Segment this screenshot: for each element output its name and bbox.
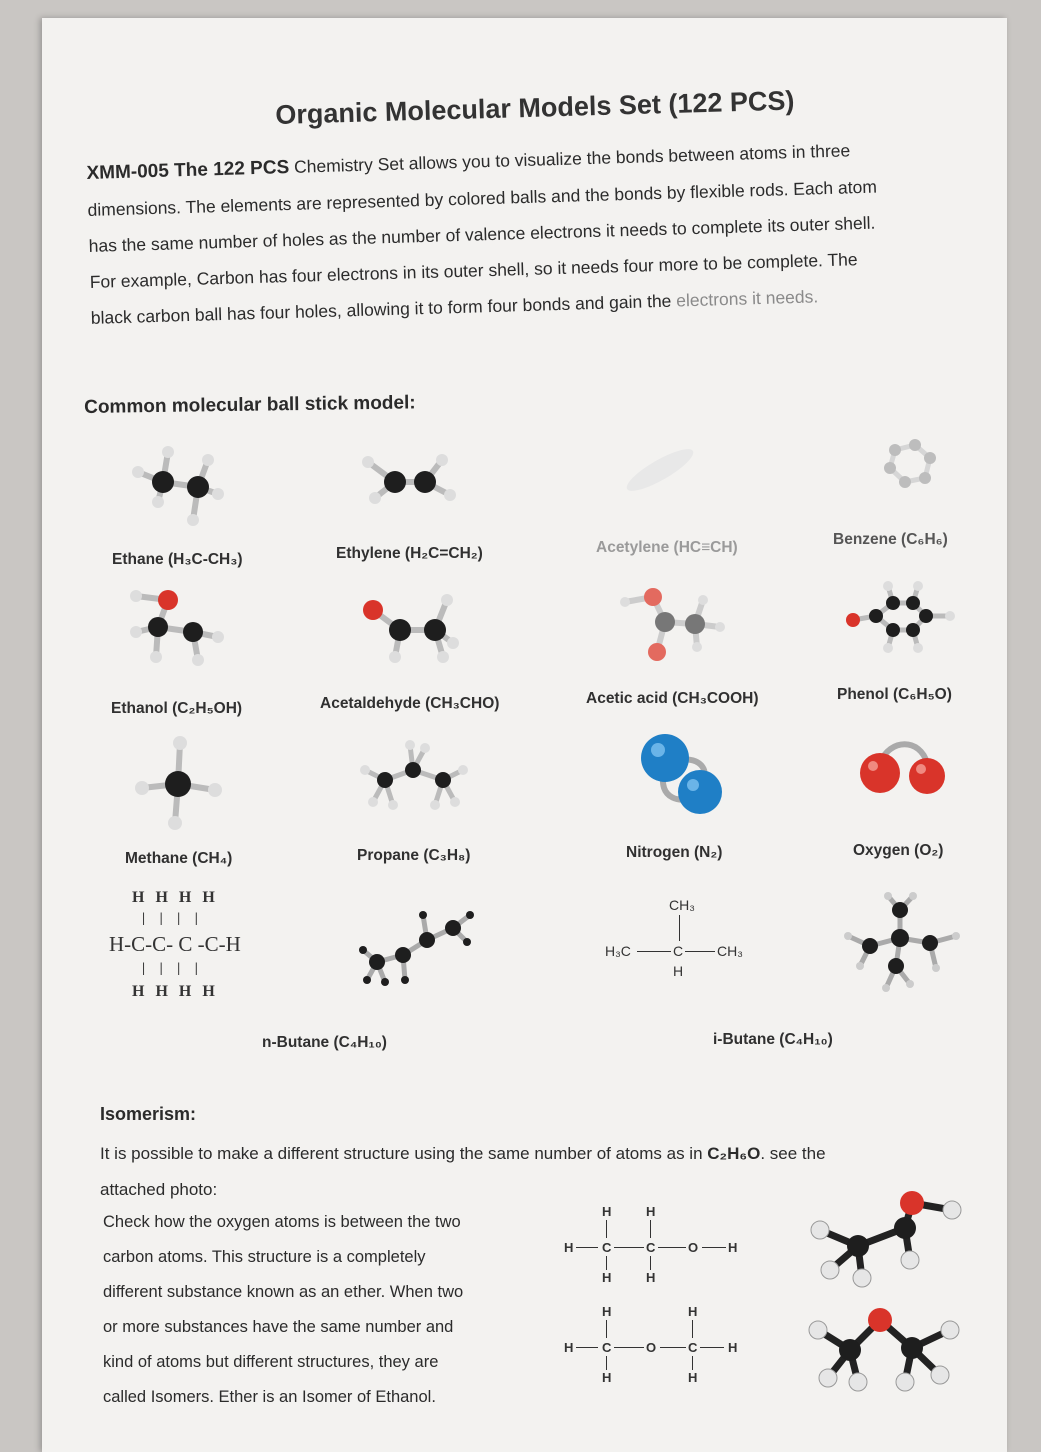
page-title: Organic Molecular Models Set (122 PCS)	[275, 85, 795, 130]
label-phenol: Phenol (C₆H₅O)	[837, 686, 952, 703]
i-butane-center-c: C	[673, 943, 684, 959]
intro-line-1-rest: Chemistry Set allows you to visualize the bonds between atoms in three	[288, 140, 851, 177]
ether-photo-model	[800, 1300, 970, 1400]
intro-line-4: For example, Carbon has four electrons in its outer shell, so it needs four more to be complete. The	[89, 249, 858, 292]
bond	[576, 1247, 598, 1248]
explanation-line: kind of atoms but different structures, they are	[103, 1353, 439, 1371]
isomerism-line-1-b: . see the	[760, 1144, 826, 1163]
bond	[606, 1320, 607, 1338]
propane-model	[355, 730, 475, 820]
intro-paragraph	[86, 128, 991, 336]
bond	[658, 1247, 686, 1248]
atom-c: C	[602, 1340, 612, 1355]
bond	[606, 1356, 607, 1370]
bond	[692, 1320, 693, 1338]
phenol-model	[838, 578, 968, 668]
label-acetic-acid: Acetic acid (CH₃COOH)	[586, 690, 759, 707]
i-butane-right-ch3: CH₃	[717, 943, 743, 959]
intro-lead: XMM-005 The 122 PCS	[86, 156, 290, 184]
bond	[692, 1356, 693, 1370]
n-butane-model	[355, 900, 480, 995]
bond	[606, 1256, 607, 1270]
ethanol-structural-formula	[560, 1200, 750, 1290]
i-butane-right-bond	[685, 951, 715, 952]
ethane-model	[118, 432, 238, 532]
explanation-line: or more substances have the same number and	[103, 1318, 454, 1336]
i-butane-h: H	[673, 963, 684, 979]
label-methane: Methane (CH₄)	[125, 850, 233, 867]
n-butane-bottom-bonds: | | | |	[142, 961, 199, 976]
intro-line-5-start: black carbon ball has four holes, allowing it to form four bonds and gain the	[90, 290, 677, 328]
acetic-acid-model	[615, 582, 735, 672]
ethanol-model	[118, 582, 238, 672]
atom-h: H	[728, 1240, 738, 1255]
methane-model	[130, 728, 230, 838]
label-oxygen: Oxygen (O₂)	[853, 842, 944, 859]
label-propane: Propane (C₃H₈)	[357, 847, 471, 864]
bond	[614, 1247, 644, 1248]
intro-line-2: dimensions. The elements are represented by colored balls and the bonds by flexible rods. Each atom	[87, 176, 878, 220]
intro-line-3: has the same number of holes as the number of valence electrons it needs to complete its outer shell.	[88, 212, 876, 256]
isomerism-line-1-a: It is possible to make a different structure using the same number of atoms as in	[100, 1144, 708, 1163]
label-nitrogen: Nitrogen (N₂)	[626, 844, 723, 861]
atom-h: H	[688, 1304, 698, 1319]
ethanol-photo-model	[800, 1188, 970, 1288]
i-butane-left-ch3: H₃C	[605, 943, 631, 959]
atom-h: H	[602, 1270, 612, 1285]
atom-h: H	[728, 1340, 738, 1355]
atom-h: H	[602, 1304, 612, 1319]
i-butane-model	[838, 888, 968, 998]
atom-h: H	[564, 1340, 574, 1355]
explanation-line: called Isomers. Ether is an Isomer of Ethanol.	[103, 1388, 436, 1406]
label-i-butane: i-Butane (C₄H₁₀)	[713, 1031, 833, 1048]
label-n-butane: n-Butane (C₄H₁₀)	[262, 1034, 387, 1051]
explanation-line: carbon atoms. This structure is a completely	[103, 1248, 426, 1266]
atom-h: H	[646, 1204, 656, 1219]
label-ethylene: Ethylene (H₂C=CH₂)	[336, 545, 483, 562]
isomer-explanation	[103, 1205, 543, 1415]
i-butane-vertical-bond	[679, 915, 680, 941]
atom-c: C	[688, 1340, 698, 1355]
n-butane-chain: H-C-C- C -C-H	[109, 932, 241, 956]
isomerism-heading: Isomerism:	[100, 1104, 197, 1124]
bond	[660, 1347, 686, 1348]
bond	[700, 1347, 724, 1348]
bond	[614, 1347, 644, 1348]
label-ethanol: Ethanol (C₂H₅OH)	[111, 700, 243, 717]
bond	[702, 1247, 726, 1248]
atom-c: C	[646, 1240, 656, 1255]
bond	[650, 1220, 651, 1238]
bond	[606, 1220, 607, 1238]
isomerism-line-2: attached photo:	[100, 1180, 218, 1199]
atom-c: C	[602, 1240, 612, 1255]
i-butane-left-bond	[637, 951, 671, 952]
label-benzene: Benzene (C₆H₆)	[833, 531, 948, 548]
atom-o: O	[688, 1240, 699, 1255]
ethylene-model	[350, 440, 470, 520]
ether-structural-formula	[560, 1300, 750, 1390]
i-butane-formula	[605, 895, 755, 985]
atom-h: H	[564, 1240, 574, 1255]
bond	[576, 1347, 598, 1348]
atom-h: H	[646, 1270, 656, 1285]
n-butane-bottom-h: H H H H	[132, 983, 216, 1000]
isomerism-line-1	[100, 1136, 960, 1172]
models-heading: Common molecular ball stick model:	[84, 392, 416, 418]
atom-o: O	[646, 1340, 657, 1355]
n-butane-top-h: H H H H	[132, 889, 216, 906]
n-butane-top-bonds: | | | |	[142, 911, 199, 926]
label-acetylene: Acetylene (HC≡CH)	[596, 539, 738, 556]
nitrogen-model	[630, 730, 730, 820]
bond	[650, 1256, 651, 1270]
label-ethane: Ethane (H₃C-CH₃)	[112, 551, 243, 568]
benzene-model	[855, 420, 965, 510]
acetaldehyde-model	[355, 585, 475, 675]
intro-line-5-faded: electrons it needs.	[675, 286, 819, 311]
atom-h: H	[602, 1204, 612, 1219]
i-butane-ch3-top: CH₃	[669, 897, 695, 913]
atom-h: H	[688, 1370, 698, 1385]
isomerism-formula: C₂H₆O	[707, 1144, 761, 1163]
atom-h: H	[602, 1370, 612, 1385]
explanation-line: Check how the oxygen atoms is between the two	[103, 1213, 461, 1231]
oxygen-model	[855, 738, 955, 808]
acetylene-model	[615, 440, 705, 500]
label-acetaldehyde: Acetaldehyde (CH₃CHO)	[320, 695, 500, 712]
explanation-line: different substance known as an ether. When two	[103, 1283, 464, 1301]
